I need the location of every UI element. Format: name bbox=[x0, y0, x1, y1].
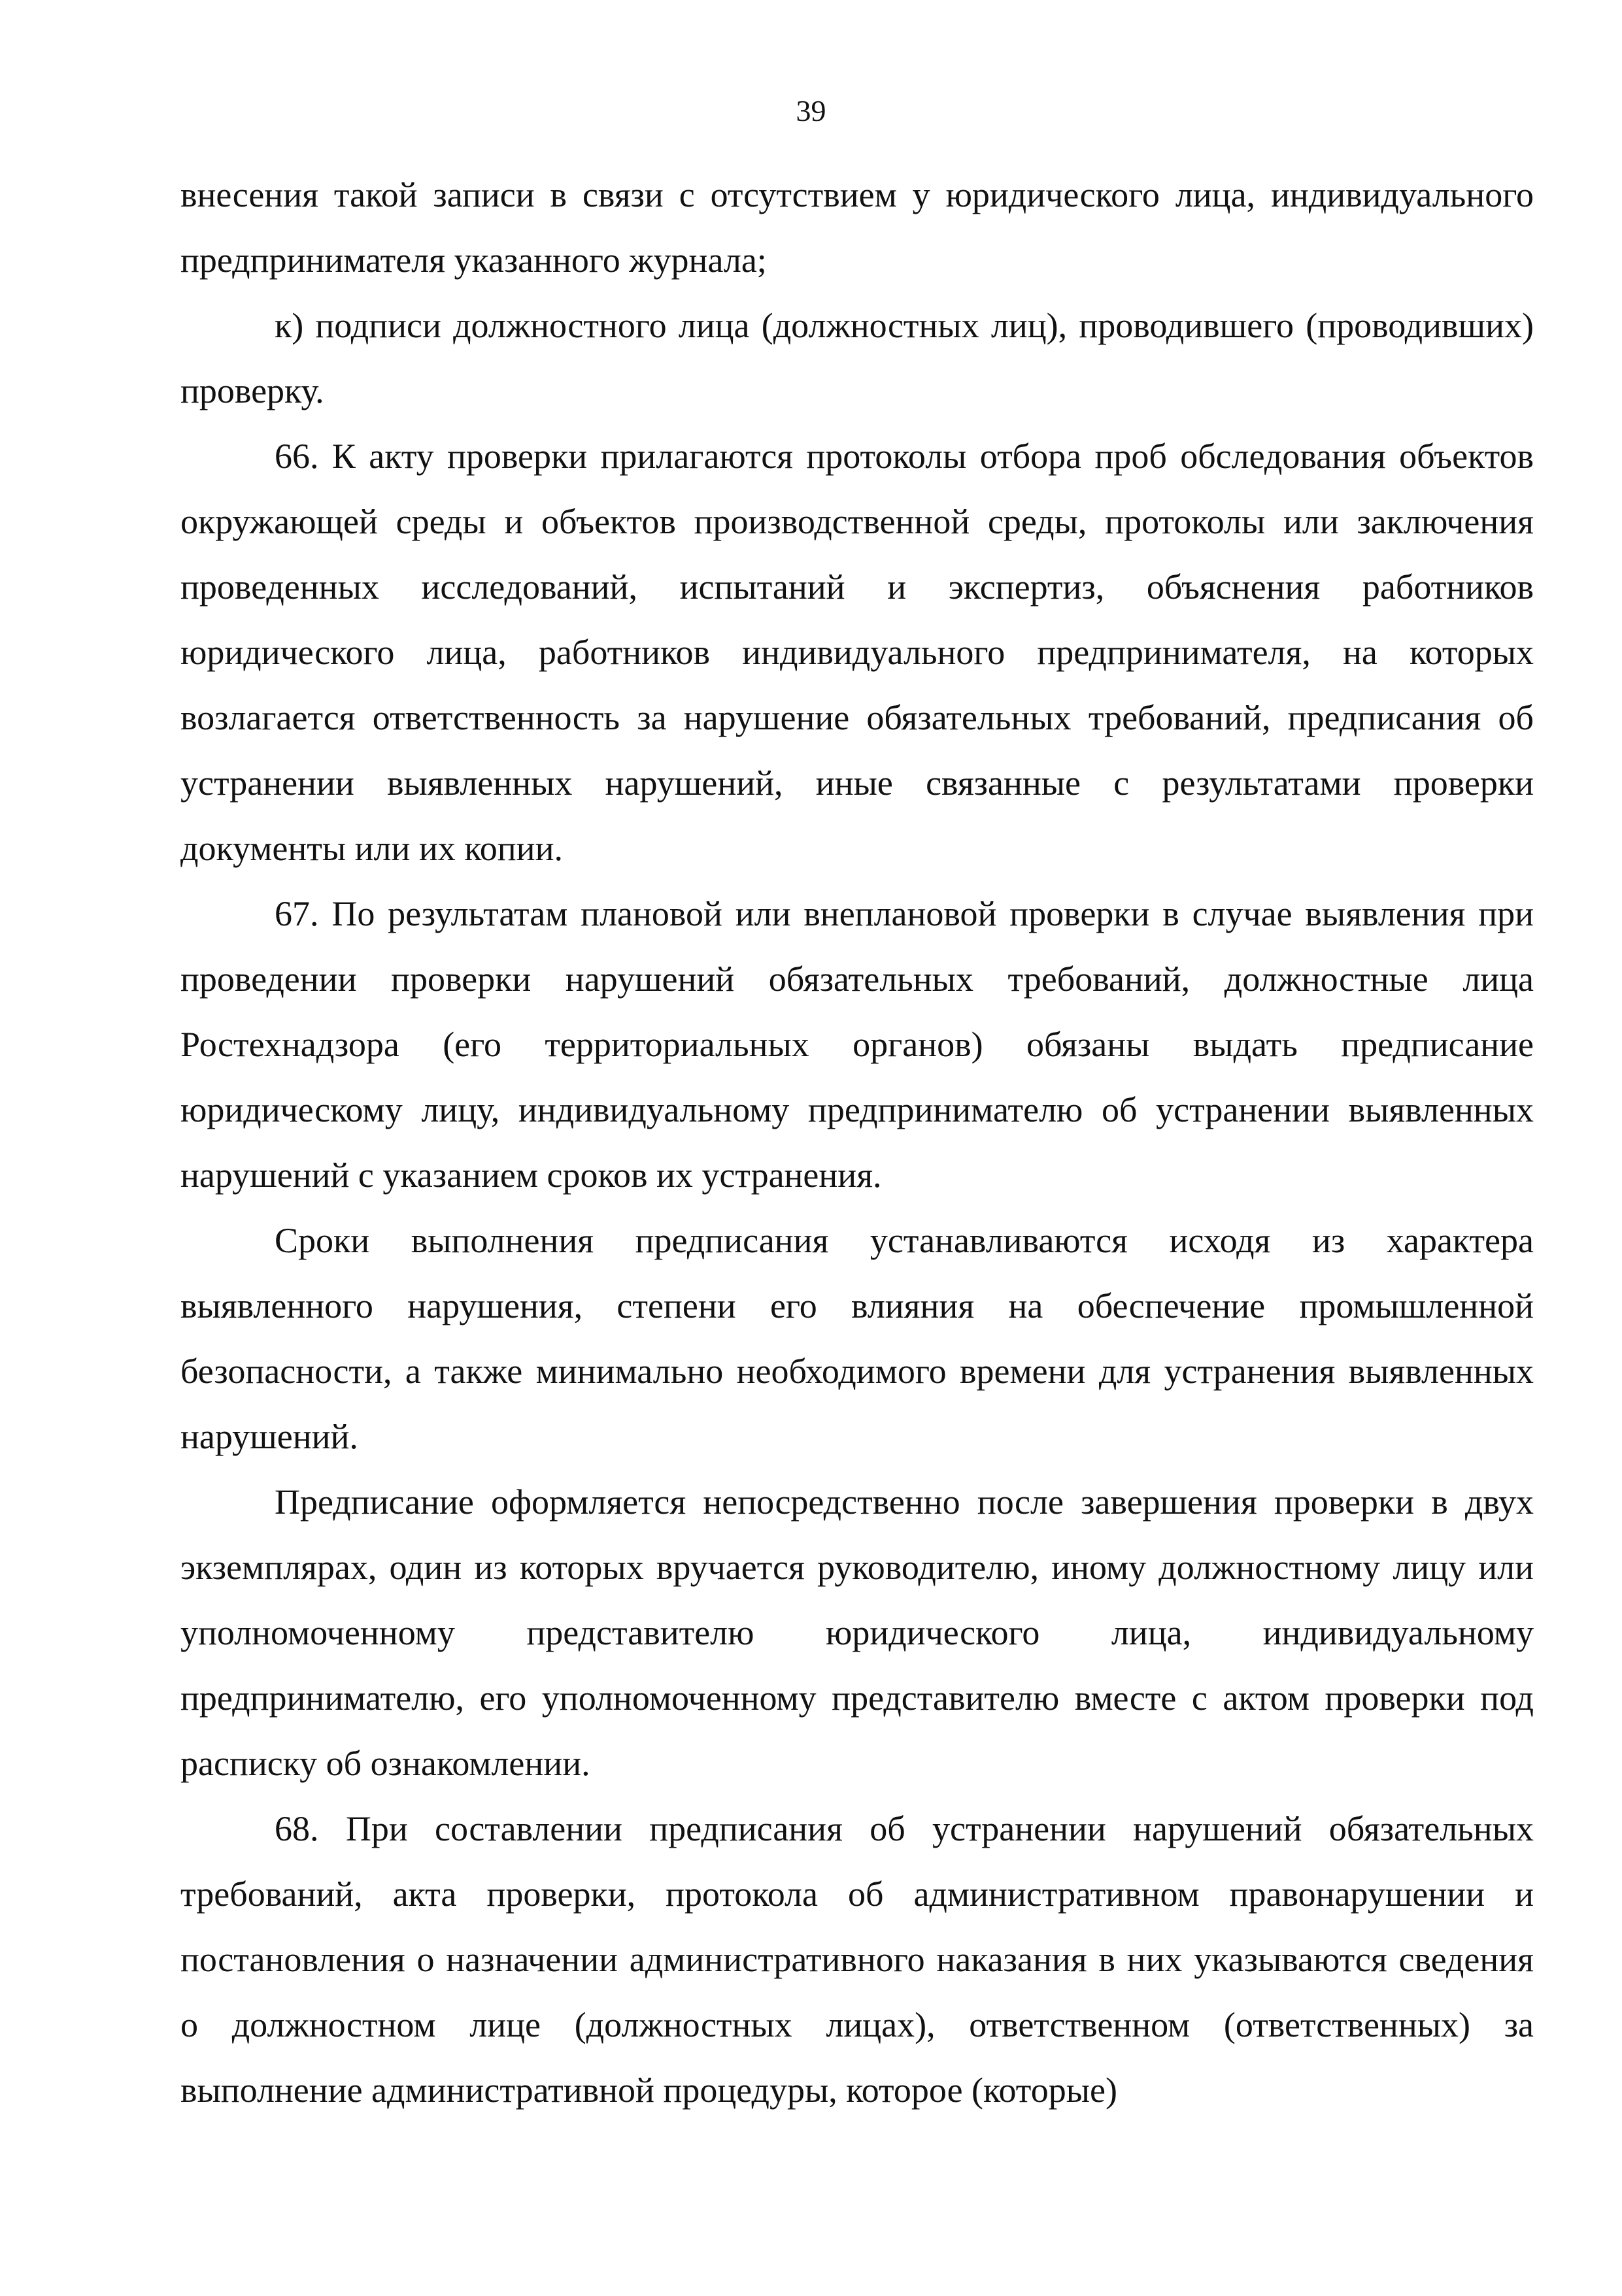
paragraph-6: Предписание оформляется непосредственно после завершения проверки в двух экземплярах, один из которых вручается руководителю, иному должностному лицу или уполномоченному представителю юридического лица, индивидуальному предпринимателю, его уполномоченному представителю вместе с актом проверки под расписку об ознакомлении. bbox=[180, 1482, 1534, 1783]
paragraph-4: 67. По результатам плановой или внеплановой проверки в случае выявления при проведении проверки нарушений обязательных требований, должностные лица Ростехнадзора (его территориальных органов) обязаны выдать предписание юридическому лицу, индивидуальному предпринимателю об устранении выявленных нарушений с указанием сроков их устранения. bbox=[180, 894, 1534, 1195]
document-body bbox=[180, 162, 1534, 2123]
page-number: 39 bbox=[796, 94, 826, 127]
paragraph-2: к) подписи должностного лица (должностных лиц), проводившего (проводивших) проверку. bbox=[180, 306, 1534, 410]
paragraph-3: 66. К акту проверки прилагаются протоколы отбора проб обследования объектов окружающей среды и объектов производственной среды, протоколы или заключения проведенных исследований, испытаний и экспертиз, объяснения работников юридического лица, работников индивидуального предпринимателя, на которых возлагается ответственность за нарушение обязательных требований, предписания об устранении выявленных нарушений, иные связанные с результатами проверки документы или их копии. bbox=[180, 437, 1534, 868]
paragraph-5: Сроки выполнения предписания устанавливаются исходя из характера выявленного нарушения, степени его влияния на обеспечение промышленной безопасности, а также минимально необходимого времени для устранения выявленных нарушений. bbox=[180, 1221, 1534, 1456]
paragraph-1: внесения такой записи в связи с отсутствием у юридического лица, индивидуального предпринимателя указанного журнала; bbox=[180, 175, 1534, 280]
paragraph-7: 68. При составлении предписания об устранении нарушений обязательных требований, акта проверки, протокола об административном правонарушении и постановления о назначении административного наказания в них указываются сведения о должностном лице (должностных лицах), ответственном (ответственных) за выполнение административной процедуры, которое (которые) bbox=[180, 1809, 1534, 2110]
